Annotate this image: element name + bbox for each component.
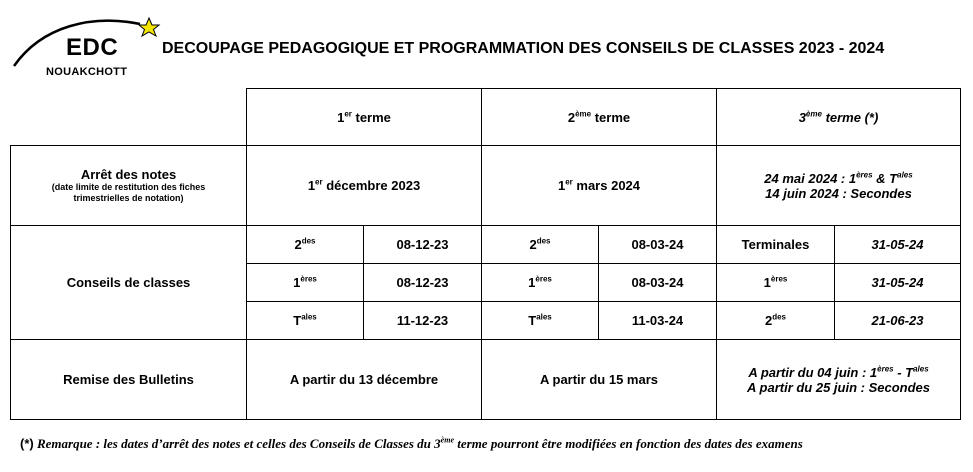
logo-city: NOUAKCHOTT — [46, 66, 128, 78]
conseil-class-cell: $T^{ales}$ — [482, 302, 599, 340]
conseils-label: Conseils de classes — [11, 226, 247, 340]
term-1-header: 1er terme — [247, 89, 482, 146]
conseil-date-cell: 31-05-24 — [835, 226, 961, 264]
arret-row — [11, 146, 961, 226]
remise-term-2: A partir du 15 mars — [482, 340, 717, 420]
arret-sub-1: (date limite de restitution des fiches — [51, 182, 206, 192]
conseil-date-cell: 31-05-24 — [835, 264, 961, 302]
conseil-class-cell: $T^{ales}$ — [247, 302, 364, 340]
conseil-class-cell: $2^{des}$ — [717, 302, 835, 340]
arret-label-cell — [11, 146, 247, 226]
conseil-date-cell: 11-12-23 — [364, 302, 482, 340]
conseil-class-cell: $2^{des}$ — [247, 226, 364, 264]
conseil-row — [11, 226, 961, 264]
header-row — [11, 89, 961, 146]
page-title: DECOUPAGE PEDAGOGIQUE ET PROGRAMMATION DES CONSEILS DE CLASSES 2023 - 2024 — [162, 40, 885, 57]
conseil-date-cell: 21-06-23 — [835, 302, 961, 340]
schedule-table — [10, 88, 961, 420]
conseil-class-cell: 1ères — [717, 264, 835, 302]
footnote-star: (*) — [20, 436, 34, 451]
conseil-date-cell: 08-03-24 — [599, 264, 717, 302]
logo-name: EDC — [66, 34, 119, 61]
remise-term-1: A partir du 13 décembre — [247, 340, 482, 420]
arret-term-1: 1er décembre 2023 — [247, 146, 482, 226]
conseil-date-cell: 08-12-23 — [364, 226, 482, 264]
remise-row — [11, 340, 961, 420]
conseil-class-cell: Terminales — [717, 226, 835, 264]
conseil-class-cell: 1ères — [482, 264, 599, 302]
conseil-date-cell: 08-12-23 — [364, 264, 482, 302]
remise-term-3: A partir du 04 juin : $1ères - T^{ales}$ A partir du 25 juin : Secondes — [717, 340, 961, 420]
logo — [12, 8, 162, 82]
conseil-class-cell: 1ères — [247, 264, 364, 302]
blank-cell — [11, 89, 247, 146]
conseil-date-cell: 08-03-24 — [599, 226, 717, 264]
footnote-text: Remarque : les dates d’arrêt des notes et celles des Conseils de Classes du 3ème terme pourront être modifiées en fonction des dates des examens — [33, 435, 803, 451]
star-icon — [139, 18, 159, 36]
arret-label: Arrêt des notes — [80, 167, 177, 182]
conseil-class-cell: $2^{des}$ — [482, 226, 599, 264]
arret-term-3: 24 mai 2024 : 1ères & $T^{ales}$ 14 juin 2024 : Secondes — [717, 146, 961, 226]
conseil-date-cell: 11-03-24 — [599, 302, 717, 340]
arret-term-2: 1er mars 2024 — [482, 146, 717, 226]
footnote — [20, 436, 803, 452]
term-3-header: 3ème terme (*) — [717, 89, 961, 146]
arret-sub-2: trimestrielles de notation) — [73, 193, 184, 203]
remise-label: Remise des Bulletins — [11, 340, 247, 420]
term-2-header: 2ème terme — [482, 89, 717, 146]
